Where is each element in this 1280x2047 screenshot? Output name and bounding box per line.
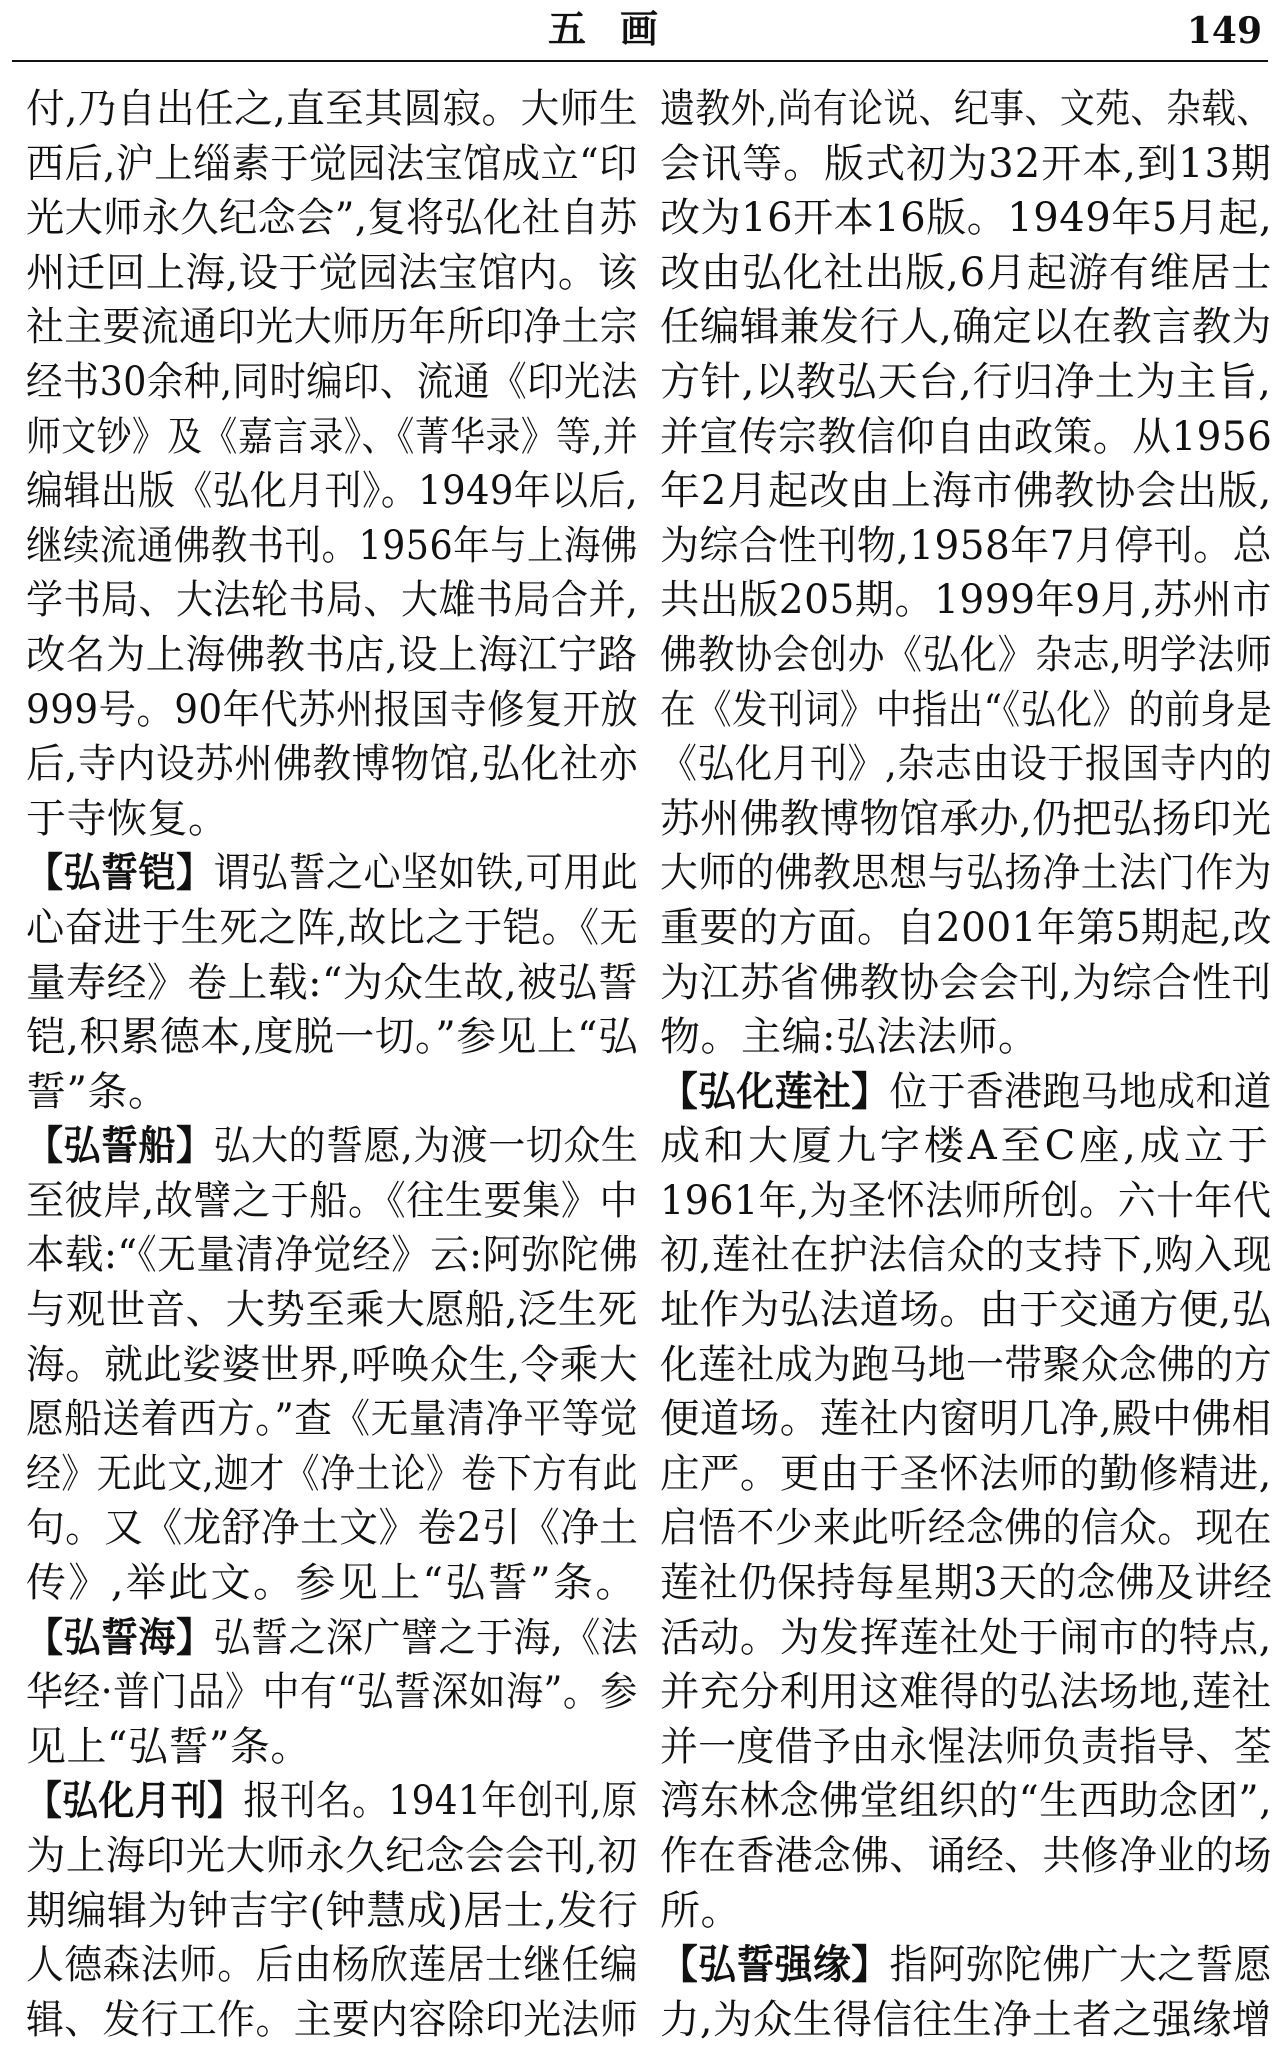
page-header — [0, 0, 1280, 62]
text-line — [660, 410, 1273, 465]
text-line — [660, 1829, 1272, 1884]
line-text: 为江苏省佛教协会会刊,为综合性刊 — [660, 959, 1272, 1006]
line-text: 愿船送着西方。”查《无量清净平等觉 — [26, 1396, 638, 1443]
line-text: 继续流通佛教书刊。1956年与上海佛 — [26, 522, 638, 569]
line-text: 传》,举此文。参见上“弘誓”条。 — [26, 1560, 638, 1607]
text-line — [660, 1228, 1272, 1283]
text-line — [660, 191, 1272, 246]
text-line — [660, 1065, 1272, 1120]
text-line — [660, 1283, 1272, 1338]
line-text: 999号。90年代苏州报国寺修复开放 — [26, 686, 639, 733]
entry-headword: 【弘化月刊】 — [26, 1777, 244, 1825]
line-text: 人德森法师。后由杨欣莲居士继任编 — [26, 1942, 638, 1989]
text-line — [660, 1119, 1272, 1174]
text-line — [26, 1392, 638, 1447]
text-line — [26, 82, 638, 137]
line-text: 西后,沪上缁素于觉园法宝馆成立“印 — [26, 140, 638, 187]
text-line — [660, 1611, 1272, 1666]
line-text: 大师的佛教思想与弘扬净土法门作为 — [660, 850, 1272, 897]
text-line — [26, 1938, 638, 1993]
text-line — [660, 846, 1272, 901]
line-text: 于寺恢复。 — [26, 795, 229, 842]
text-line — [660, 300, 1272, 355]
line-text: 遗教外,尚有论说、纪事、文苑、杂载、 — [660, 86, 1272, 132]
line-text: 重要的方面。自2001年第5期起,改 — [660, 904, 1272, 951]
text-line — [26, 1993, 638, 2047]
left-column — [26, 82, 639, 2043]
line-text: 湾东林念佛堂组织的“生西助念团”, — [660, 1778, 1273, 1825]
entry-headword: 【弘誓强缘】 — [660, 1941, 890, 1989]
line-text: 期编辑为钟吉宇(钟慧成)居士,发行 — [26, 1887, 639, 1934]
line-text: 光大师永久纪念会”,复将弘化社自苏 — [26, 195, 638, 242]
text-line — [26, 410, 639, 465]
text-line — [660, 628, 1273, 683]
text-line — [660, 1447, 1272, 1502]
line-text: 任编辑兼发行人,确定以在教言教为 — [660, 304, 1272, 351]
line-text: 师文钞》及《嘉言录》、《菁华录》等,并 — [26, 413, 639, 460]
line-text: 《弘化月刊》,杂志由设于报国寺内的 — [660, 741, 1273, 788]
line-text: 在《发刊词》中指出“《弘化》的前身是 — [660, 686, 1273, 733]
line-text: 方针,以教弘天台,行归净土为主旨, — [660, 358, 1272, 405]
line-text: 年2月起改由上海市佛教协会出版, — [660, 468, 1273, 515]
text-line — [660, 956, 1272, 1011]
line-text: 经书30余种,同时编印、流通《印光法 — [26, 358, 638, 405]
text-line — [26, 246, 638, 301]
text-line — [660, 137, 1272, 192]
entry-headword: 【弘化莲社】 — [660, 1067, 890, 1115]
line-text: 经》无此文,迦才《净土论》卷下方有此 — [26, 1450, 638, 1497]
line-text: 社主要流通印光大师历年所印净土宗 — [26, 304, 638, 351]
line-text: 改为16开本16版。1949年5月起, — [660, 195, 1273, 242]
line-text: 辑、发行工作。主要内容除印光法师 — [26, 1996, 638, 2043]
entry-headword: 【弘誓海】 — [26, 1613, 214, 1661]
text-line — [26, 1501, 639, 1556]
text-line — [26, 1611, 639, 1666]
line-text: 莲社仍保持每星期3天的念佛及讲经 — [660, 1560, 1273, 1607]
text-line — [660, 1392, 1272, 1447]
text-line — [26, 901, 639, 956]
line-text: 共出版205期。1999年9月,苏州市 — [660, 577, 1272, 624]
line-text: 为上海印光大师永久纪念会会刊,初 — [26, 1833, 638, 1879]
text-line — [26, 300, 638, 355]
line-text: 指阿弥陀佛广大之誓愿 — [889, 1942, 1272, 1989]
text-line — [26, 1174, 639, 1229]
text-line — [26, 1283, 638, 1338]
line-text: 苏州佛教博物馆承办,仍把弘扬印光 — [660, 795, 1272, 842]
text-line — [26, 737, 638, 792]
text-line — [26, 1774, 638, 1829]
line-text: 并一度借予由永惺法师负责指导、荃 — [660, 1723, 1272, 1770]
line-text: 并充分利用这难得的弘法场地,莲社 — [660, 1669, 1272, 1716]
text-line — [660, 573, 1272, 628]
text-line — [26, 1338, 638, 1393]
text-line — [26, 1720, 638, 1775]
line-text: 为综合性刊物,1958年7月停刊。总 — [660, 522, 1272, 569]
text-line — [26, 683, 639, 738]
text-line — [26, 628, 638, 683]
line-text: 便道场。莲社内窗明几净,殿中佛相 — [660, 1396, 1272, 1443]
line-text: 誓”条。 — [26, 1068, 169, 1115]
line-text: 化莲社成为跑马地一带聚众念佛的方 — [660, 1341, 1272, 1388]
line-text: 付,乃自出任之,直至其圆寂。大师生 — [26, 86, 638, 132]
line-text: 活动。为发挥莲社处于闹市的特点, — [660, 1614, 1272, 1661]
line-text: 庄严。更由于圣怀法师的勤修精进, — [660, 1450, 1272, 1497]
text-line — [660, 1938, 1272, 1993]
text-line — [660, 355, 1272, 410]
line-text: 弘大的誓愿,为渡一切众生 — [213, 1123, 639, 1170]
text-line — [26, 792, 638, 847]
line-text: 后,寺内设苏州佛教博物馆,弘化社亦 — [26, 741, 638, 788]
header-rule — [12, 60, 1268, 62]
line-text: 址作为弘法道场。由于交通方便,弘 — [660, 1287, 1272, 1334]
line-text: 心奋进于生死之阵,故比之于铠。《无 — [26, 904, 639, 951]
text-line — [660, 82, 1272, 137]
text-line — [26, 191, 638, 246]
line-text: 并宣传宗教信仰自由政策。从1956 — [660, 413, 1273, 460]
text-line — [26, 1829, 638, 1884]
text-line — [26, 1665, 638, 1720]
running-head: 五画 — [547, 6, 692, 51]
text-line — [26, 137, 638, 192]
text-line — [660, 1993, 1272, 2047]
text-line — [660, 519, 1272, 574]
text-line — [660, 1010, 1272, 1065]
text-line — [660, 1884, 1272, 1939]
line-text: 成和大厦九字楼A至C座,成立于 — [660, 1123, 1272, 1170]
entry-headword: 【弘誓铠】 — [26, 849, 214, 897]
text-line — [660, 464, 1272, 519]
line-text: 所。 — [660, 1887, 741, 1934]
line-text: 编辑出版《弘化月刊》。1949年以后, — [26, 468, 639, 515]
line-text: 1961年,为圣怀法师所创。六十年代 — [660, 1177, 1272, 1224]
line-text: 弘誓之深广譬之于海,《法 — [213, 1614, 639, 1661]
text-line — [660, 1665, 1272, 1720]
text-line — [26, 464, 639, 519]
line-text: 报刊名。1941年创刊,原 — [243, 1778, 638, 1825]
text-line — [660, 737, 1273, 792]
line-text: 作在香港念佛、诵经、共修净业的场 — [660, 1833, 1272, 1879]
line-text: 铠,积累德本,度脱一切。”参见上“弘 — [26, 1014, 639, 1061]
line-text: 州迁回上海,设于觉园法宝馆内。该 — [26, 249, 638, 296]
text-line — [660, 1720, 1272, 1775]
line-text: 本载:“《无量清净觉经》云:阿弥陀佛 — [26, 1232, 639, 1279]
text-line — [660, 683, 1273, 738]
text-line — [660, 1174, 1272, 1229]
text-line — [660, 1338, 1272, 1393]
text-line — [660, 1774, 1273, 1829]
line-text: 华经·普门品》中有“弘誓深如海”。参 — [26, 1669, 638, 1716]
line-text: 物。主编:弘法法师。 — [660, 1014, 1039, 1061]
line-text: 位于香港跑马地成和道 — [889, 1068, 1272, 1115]
right-column — [660, 82, 1273, 2043]
line-text: 海。就此娑婆世界,呼唤众生,令乘大 — [26, 1341, 638, 1388]
line-text: 改名为上海佛教书店,设上海江宁路 — [26, 631, 638, 678]
entry-headword: 【弘誓船】 — [26, 1122, 214, 1170]
line-text: 会讯等。版式初为32开本,到13期 — [660, 140, 1273, 187]
line-text: 佛教协会创办《弘化》杂志,明学法师 — [660, 631, 1273, 678]
text-line — [660, 1501, 1272, 1556]
line-text: 改由弘化社出版,6月起游有维居士 — [660, 249, 1273, 296]
page-number: 149 — [1186, 10, 1262, 52]
line-text: 与观世音、大势至乘大愿船,泛生死 — [26, 1287, 638, 1334]
text-line — [660, 1556, 1273, 1611]
line-text: 谓弘誓之心坚如铁,可用此 — [213, 850, 639, 897]
text-line — [26, 1447, 638, 1502]
text-line — [26, 1884, 638, 1939]
text-line — [660, 246, 1272, 301]
text-line — [26, 355, 638, 410]
text-line — [26, 1556, 638, 1611]
line-text: 见上“弘誓”条。 — [26, 1723, 311, 1770]
line-text: 学书局、大法轮书局、大雄书局合并, — [26, 577, 639, 624]
text-line — [660, 901, 1272, 956]
text-line — [26, 956, 639, 1011]
text-line — [26, 573, 639, 628]
text-line — [26, 1119, 639, 1174]
line-text: 句。又《龙舒净土文》卷2引《净土 — [26, 1505, 639, 1552]
line-text: 初,莲社在护法信众的支持下,购入现 — [660, 1232, 1272, 1279]
line-text: 启悟不少来此听经念佛的信众。现在 — [660, 1505, 1272, 1552]
text-line — [26, 846, 639, 901]
text-line — [26, 1065, 638, 1120]
line-text: 至彼岸,故譬之于船。《往生要集》中 — [26, 1177, 639, 1224]
text-line — [26, 519, 638, 574]
line-text: 力,为众生得信往生净土者之强缘增 — [660, 1996, 1272, 2043]
text-line — [26, 1010, 639, 1065]
text-line — [660, 792, 1272, 847]
text-line — [26, 1228, 639, 1283]
line-text: 量寿经》卷上载:“为众生故,被弘誓 — [26, 959, 639, 1006]
